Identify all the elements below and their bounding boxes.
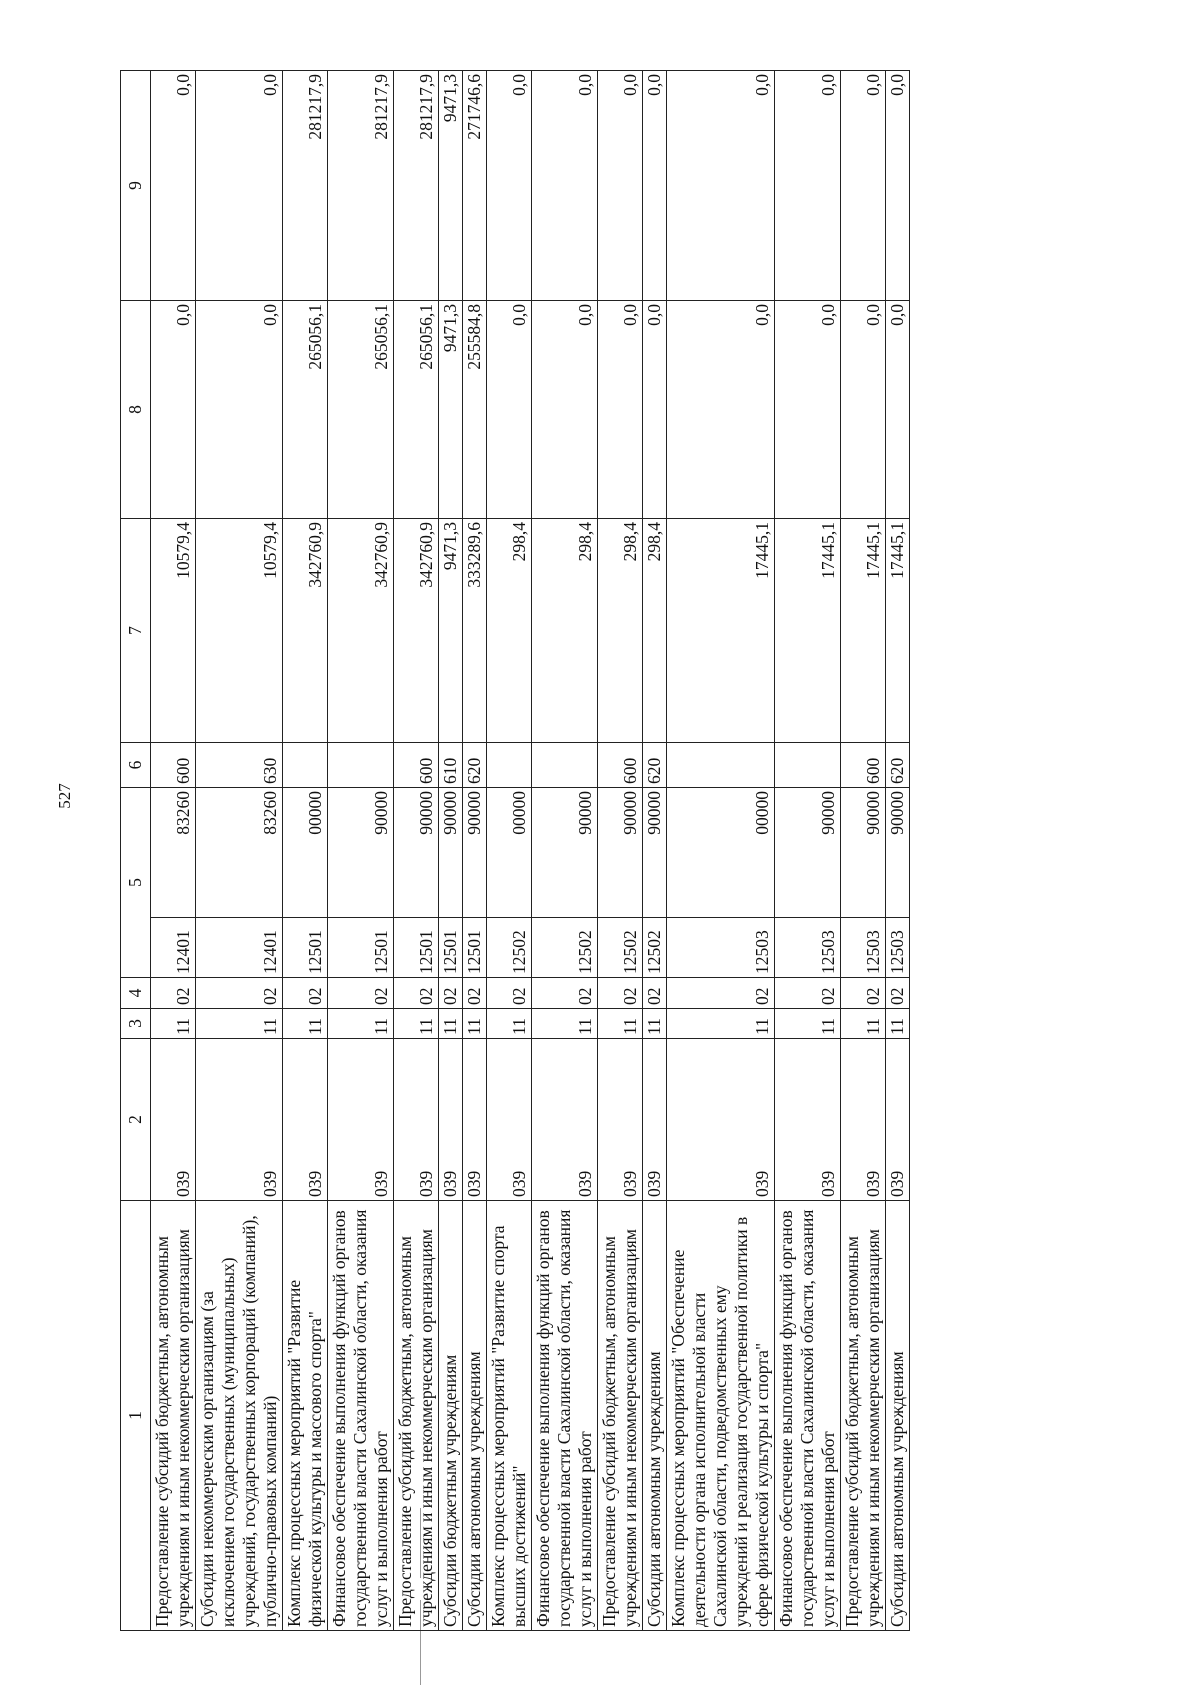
row-section-cell: 11 bbox=[151, 1009, 196, 1039]
row-amount-col8-cell: 0,0 bbox=[775, 301, 841, 519]
row-name-cell: Предоставление субсидий бюджетным, автономным учреждениям и иным некоммерческим организациям bbox=[151, 1201, 196, 1631]
row-target-article-suffix-cell: 83260 bbox=[196, 788, 283, 918]
row-amount-col9-cell: 0,0 bbox=[598, 71, 643, 301]
row-expense-type-cell: 600 bbox=[151, 743, 196, 788]
row-target-article-suffix-cell: 90000 bbox=[439, 788, 463, 918]
row-name-cell: Финансовое обеспечение выполнения функций органов государственной власти Сахалинской области, оказания услуг и выполнения работ bbox=[532, 1201, 598, 1631]
row-amount-col7-cell: 17445,1 bbox=[775, 519, 841, 743]
rotated-table-container bbox=[120, 71, 910, 1631]
row-target-article-cell: 12502 bbox=[598, 918, 643, 978]
row-target-article-cell: 12401 bbox=[196, 918, 283, 978]
row-subsection-cell: 02 bbox=[463, 978, 487, 1009]
table-body bbox=[151, 71, 910, 1631]
row-expense-type-cell bbox=[283, 743, 328, 788]
row-amount-col8-cell: 0,0 bbox=[886, 301, 910, 519]
row-amount-col8-cell: 265056,1 bbox=[328, 301, 394, 519]
row-admin-code-cell: 039 bbox=[151, 1039, 196, 1201]
row-amount-col7-cell: 9471,3 bbox=[439, 519, 463, 743]
row-expense-type-cell bbox=[487, 743, 532, 788]
row-subsection-cell: 02 bbox=[328, 978, 394, 1009]
row-section-cell: 11 bbox=[439, 1009, 463, 1039]
row-target-article-cell: 12502 bbox=[487, 918, 532, 978]
row-section-cell: 11 bbox=[283, 1009, 328, 1039]
row-amount-col9-cell: 0,0 bbox=[643, 71, 667, 301]
table-row bbox=[394, 71, 439, 1631]
row-subsection-cell: 02 bbox=[196, 978, 283, 1009]
table-row bbox=[463, 71, 487, 1631]
row-expense-type-cell bbox=[775, 743, 841, 788]
table-row bbox=[439, 71, 463, 1631]
row-amount-col9-cell: 0,0 bbox=[196, 71, 283, 301]
row-target-article-suffix-cell: 83260 bbox=[151, 788, 196, 918]
row-section-cell: 11 bbox=[394, 1009, 439, 1039]
row-section-cell: 11 bbox=[196, 1009, 283, 1039]
row-target-article-cell: 12501 bbox=[439, 918, 463, 978]
row-amount-col8-cell: 0,0 bbox=[487, 301, 532, 519]
row-admin-code-cell: 039 bbox=[775, 1039, 841, 1201]
row-amount-col7-cell: 342760,9 bbox=[283, 519, 328, 743]
row-target-article-suffix-cell: 90000 bbox=[841, 788, 886, 918]
table-row bbox=[328, 71, 394, 1631]
row-name-cell: Предоставление субсидий бюджетным, автономным учреждениям и иным некоммерческим организациям bbox=[394, 1201, 439, 1631]
row-amount-col9-cell: 0,0 bbox=[886, 71, 910, 301]
row-target-article-suffix-cell: 90000 bbox=[394, 788, 439, 918]
row-target-article-suffix-cell: 90000 bbox=[328, 788, 394, 918]
row-admin-code-cell: 039 bbox=[439, 1039, 463, 1201]
row-amount-col9-cell: 9471,3 bbox=[439, 71, 463, 301]
row-amount-col9-cell: 0,0 bbox=[667, 71, 775, 301]
row-admin-code-cell: 039 bbox=[394, 1039, 439, 1201]
row-amount-col7-cell: 342760,9 bbox=[394, 519, 439, 743]
header-cell-1: 1 bbox=[121, 1201, 151, 1631]
row-amount-col9-cell: 0,0 bbox=[841, 71, 886, 301]
row-name-cell: Субсидии автономным учреждениям bbox=[643, 1201, 667, 1631]
row-name-cell: Финансовое обеспечение выполнения функций органов государственной власти Сахалинской области, оказания услуг и выполнения работ bbox=[328, 1201, 394, 1631]
row-amount-col8-cell: 265056,1 bbox=[394, 301, 439, 519]
row-name-cell: Субсидии автономным учреждениям bbox=[886, 1201, 910, 1631]
row-amount-col8-cell: 0,0 bbox=[643, 301, 667, 519]
row-expense-type-cell bbox=[328, 743, 394, 788]
row-target-article-suffix-cell: 90000 bbox=[775, 788, 841, 918]
row-amount-col8-cell: 0,0 bbox=[841, 301, 886, 519]
row-name-cell: Предоставление субсидий бюджетным, автономным учреждениям и иным некоммерческим организациям bbox=[841, 1201, 886, 1631]
row-amount-col8-cell: 0,0 bbox=[532, 301, 598, 519]
row-target-article-cell: 12503 bbox=[667, 918, 775, 978]
row-admin-code-cell: 039 bbox=[283, 1039, 328, 1201]
row-amount-col9-cell: 0,0 bbox=[151, 71, 196, 301]
row-name-cell: Субсидии автономным учреждениям bbox=[463, 1201, 487, 1631]
row-name-cell: Предоставление субсидий бюджетным, автономным учреждениям и иным некоммерческим организациям bbox=[598, 1201, 643, 1631]
row-amount-col9-cell: 281217,9 bbox=[283, 71, 328, 301]
table-row bbox=[532, 71, 598, 1631]
row-expense-type-cell: 620 bbox=[643, 743, 667, 788]
row-admin-code-cell: 039 bbox=[667, 1039, 775, 1201]
row-target-article-suffix-cell: 00000 bbox=[283, 788, 328, 918]
header-cell-8: 8 bbox=[121, 301, 151, 519]
row-subsection-cell: 02 bbox=[841, 978, 886, 1009]
row-section-cell: 11 bbox=[643, 1009, 667, 1039]
header-cell-9: 9 bbox=[121, 71, 151, 301]
row-admin-code-cell: 039 bbox=[196, 1039, 283, 1201]
row-expense-type-cell: 600 bbox=[841, 743, 886, 788]
row-target-article-cell: 12502 bbox=[643, 918, 667, 978]
row-name-cell: Комплекс процессных мероприятий "Обеспечение деятельности органа исполнительной власти Сахалинской области, подведомственных ему учреждений и реализация государственной политики в сфере физической культуры и спорта" bbox=[667, 1201, 775, 1631]
row-amount-col8-cell: 0,0 bbox=[151, 301, 196, 519]
row-expense-type-cell: 600 bbox=[598, 743, 643, 788]
row-admin-code-cell: 039 bbox=[328, 1039, 394, 1201]
row-target-article-cell: 12503 bbox=[841, 918, 886, 978]
row-target-article-suffix-cell: 90000 bbox=[643, 788, 667, 918]
row-subsection-cell: 02 bbox=[394, 978, 439, 1009]
row-amount-col7-cell: 10579,4 bbox=[196, 519, 283, 743]
row-section-cell: 11 bbox=[841, 1009, 886, 1039]
row-name-cell: Комплекс процессных мероприятий "Развитие физической культуры и массового спорта" bbox=[283, 1201, 328, 1631]
row-subsection-cell: 02 bbox=[775, 978, 841, 1009]
row-admin-code-cell: 039 bbox=[463, 1039, 487, 1201]
table-row bbox=[283, 71, 328, 1631]
row-expense-type-cell: 620 bbox=[463, 743, 487, 788]
row-admin-code-cell: 039 bbox=[598, 1039, 643, 1201]
row-target-article-cell: 12503 bbox=[886, 918, 910, 978]
row-target-article-suffix-cell: 00000 bbox=[487, 788, 532, 918]
row-expense-type-cell: 600 bbox=[394, 743, 439, 788]
row-expense-type-cell bbox=[532, 743, 598, 788]
row-section-cell: 11 bbox=[532, 1009, 598, 1039]
row-section-cell: 11 bbox=[775, 1009, 841, 1039]
table-row bbox=[196, 71, 283, 1631]
row-section-cell: 11 bbox=[463, 1009, 487, 1039]
row-subsection-cell: 02 bbox=[667, 978, 775, 1009]
row-amount-col9-cell: 281217,9 bbox=[394, 71, 439, 301]
row-amount-col9-cell: 0,0 bbox=[487, 71, 532, 301]
header-cell-5: 5 bbox=[121, 788, 151, 978]
row-amount-col7-cell: 333289,6 bbox=[463, 519, 487, 743]
row-name-cell: Субсидии некоммерческим организациям (за исключением государственных (муниципальных) учреждений, государственных корпораций (компаний), публично-правовых компаний) bbox=[196, 1201, 283, 1631]
row-expense-type-cell bbox=[667, 743, 775, 788]
row-target-article-cell: 12501 bbox=[283, 918, 328, 978]
table-row bbox=[775, 71, 841, 1631]
header-cell-4: 4 bbox=[121, 978, 151, 1009]
row-expense-type-cell: 610 bbox=[439, 743, 463, 788]
table-row bbox=[886, 71, 910, 1631]
row-amount-col7-cell: 17445,1 bbox=[886, 519, 910, 743]
row-subsection-cell: 02 bbox=[151, 978, 196, 1009]
table-row bbox=[667, 71, 775, 1631]
row-section-cell: 11 bbox=[487, 1009, 532, 1039]
row-name-cell: Финансовое обеспечение выполнения функций органов государственной власти Сахалинской области, оказания услуг и выполнения работ bbox=[775, 1201, 841, 1631]
row-section-cell: 11 bbox=[328, 1009, 394, 1039]
row-target-article-suffix-cell: 90000 bbox=[532, 788, 598, 918]
row-target-article-cell: 12503 bbox=[775, 918, 841, 978]
row-subsection-cell: 02 bbox=[532, 978, 598, 1009]
row-amount-col7-cell: 298,4 bbox=[643, 519, 667, 743]
row-amount-col7-cell: 298,4 bbox=[487, 519, 532, 743]
row-amount-col8-cell: 255584,8 bbox=[463, 301, 487, 519]
row-target-article-suffix-cell: 90000 bbox=[886, 788, 910, 918]
row-amount-col7-cell: 298,4 bbox=[532, 519, 598, 743]
header-cell-7: 7 bbox=[121, 519, 151, 743]
table-row bbox=[151, 71, 196, 1631]
row-target-article-cell: 12501 bbox=[463, 918, 487, 978]
row-amount-col9-cell: 271746,6 bbox=[463, 71, 487, 301]
table-row bbox=[487, 71, 532, 1631]
row-amount-col8-cell: 0,0 bbox=[196, 301, 283, 519]
row-amount-col7-cell: 10579,4 bbox=[151, 519, 196, 743]
row-target-article-cell: 12502 bbox=[532, 918, 598, 978]
row-amount-col7-cell: 17445,1 bbox=[841, 519, 886, 743]
row-amount-col8-cell: 0,0 bbox=[598, 301, 643, 519]
table-row bbox=[598, 71, 643, 1631]
row-admin-code-cell: 039 bbox=[841, 1039, 886, 1201]
row-subsection-cell: 02 bbox=[643, 978, 667, 1009]
row-amount-col9-cell: 281217,9 bbox=[328, 71, 394, 301]
row-section-cell: 11 bbox=[667, 1009, 775, 1039]
table-row bbox=[643, 71, 667, 1631]
header-cell-6: 6 bbox=[121, 743, 151, 788]
row-subsection-cell: 02 bbox=[598, 978, 643, 1009]
row-expense-type-cell: 620 bbox=[886, 743, 910, 788]
table-row bbox=[841, 71, 886, 1631]
row-amount-col7-cell: 342760,9 bbox=[328, 519, 394, 743]
row-section-cell: 11 bbox=[886, 1009, 910, 1039]
row-amount-col8-cell: 9471,3 bbox=[439, 301, 463, 519]
budget-table bbox=[120, 70, 910, 1631]
header-cell-2: 2 bbox=[121, 1039, 151, 1201]
row-admin-code-cell: 039 bbox=[886, 1039, 910, 1201]
row-target-article-cell: 12401 bbox=[151, 918, 196, 978]
row-subsection-cell: 02 bbox=[487, 978, 532, 1009]
row-amount-col9-cell: 0,0 bbox=[775, 71, 841, 301]
header-row bbox=[121, 71, 151, 1631]
row-amount-col8-cell: 0,0 bbox=[667, 301, 775, 519]
row-target-article-cell: 12501 bbox=[394, 918, 439, 978]
row-amount-col8-cell: 265056,1 bbox=[283, 301, 328, 519]
row-subsection-cell: 02 bbox=[886, 978, 910, 1009]
page-number: 527 bbox=[54, 783, 74, 809]
row-target-article-suffix-cell: 90000 bbox=[463, 788, 487, 918]
row-admin-code-cell: 039 bbox=[487, 1039, 532, 1201]
row-target-article-suffix-cell: 00000 bbox=[667, 788, 775, 918]
row-expense-type-cell: 630 bbox=[196, 743, 283, 788]
row-subsection-cell: 02 bbox=[283, 978, 328, 1009]
row-section-cell: 11 bbox=[598, 1009, 643, 1039]
row-target-article-suffix-cell: 90000 bbox=[598, 788, 643, 918]
row-amount-col7-cell: 298,4 bbox=[598, 519, 643, 743]
row-name-cell: Субсидии бюджетным учреждениям bbox=[439, 1201, 463, 1631]
row-admin-code-cell: 039 bbox=[643, 1039, 667, 1201]
row-subsection-cell: 02 bbox=[439, 978, 463, 1009]
row-admin-code-cell: 039 bbox=[532, 1039, 598, 1201]
row-amount-col7-cell: 17445,1 bbox=[667, 519, 775, 743]
row-amount-col9-cell: 0,0 bbox=[532, 71, 598, 301]
header-cell-3: 3 bbox=[121, 1009, 151, 1039]
row-target-article-cell: 12501 bbox=[328, 918, 394, 978]
row-name-cell: Комплекс процессных мероприятий "Развитие спорта высших достижений" bbox=[487, 1201, 532, 1631]
